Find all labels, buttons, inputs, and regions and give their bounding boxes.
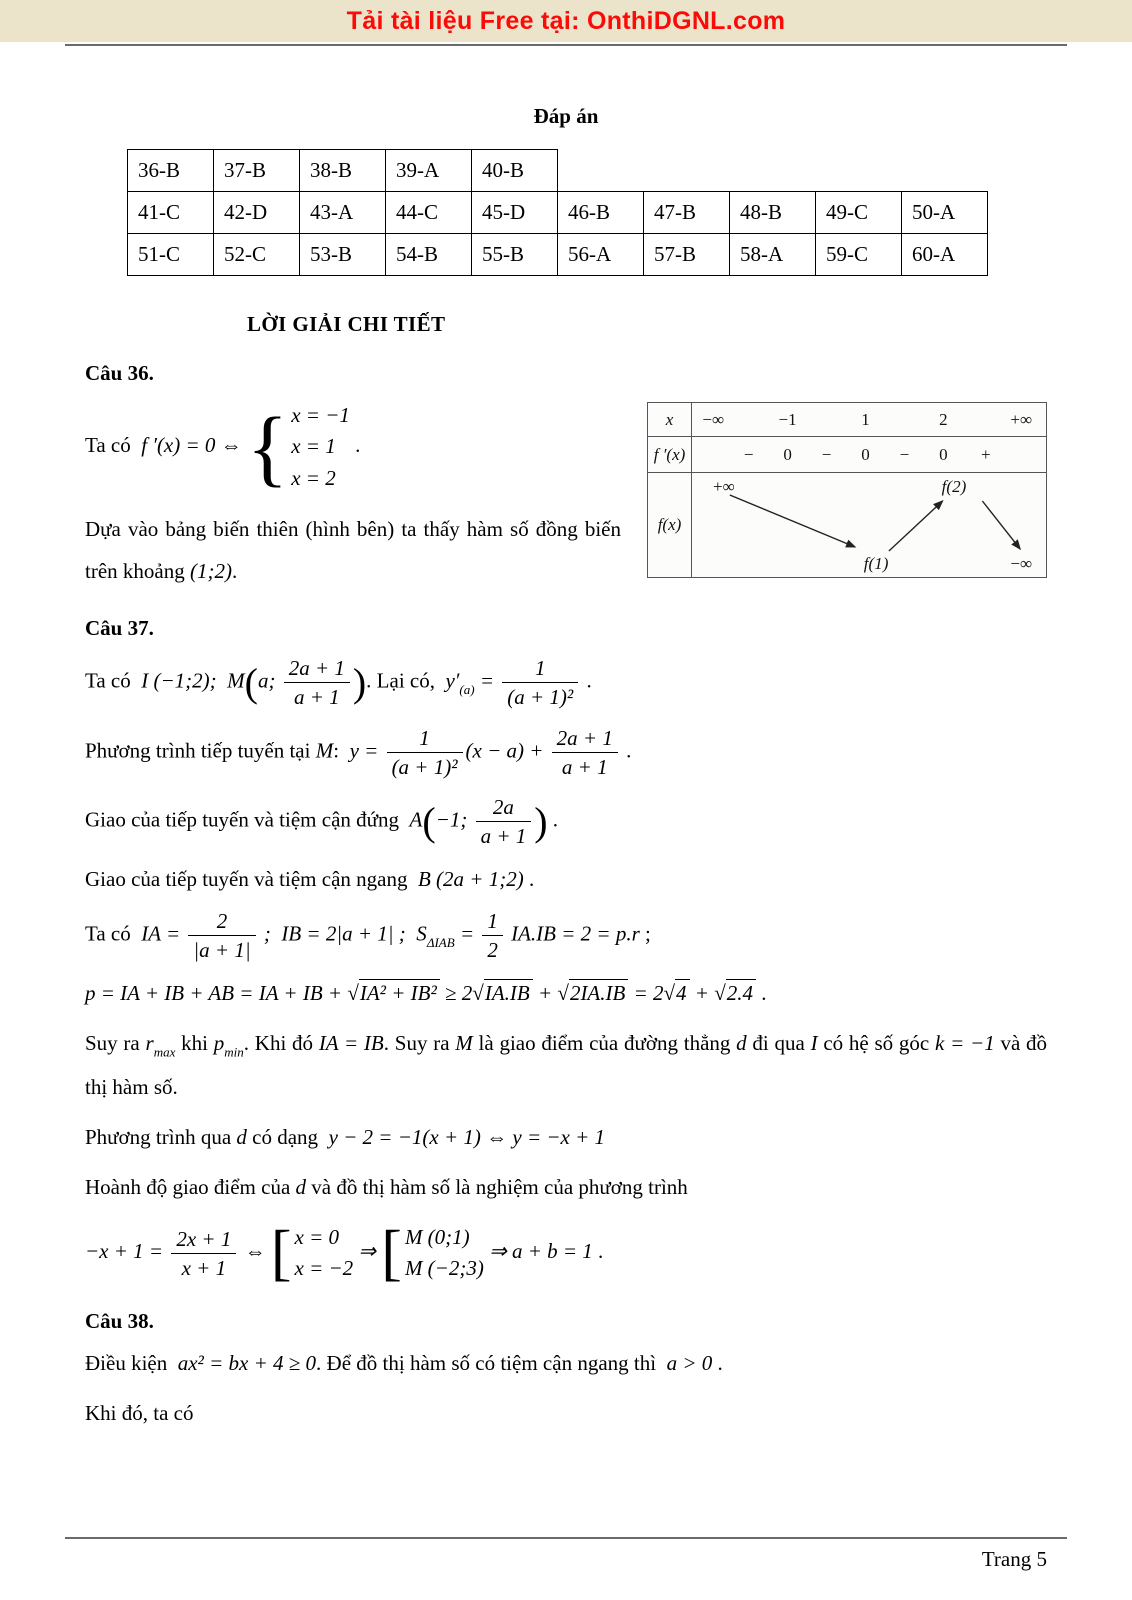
answer-cell: 40-B [472, 150, 558, 192]
math-token: IA.IB [484, 979, 533, 1005]
math-token: x = −2 [294, 1256, 354, 1281]
question-label-38: Câu 38. [85, 1308, 154, 1333]
math-token: M (0;1) [404, 1225, 470, 1250]
site-header [0, 0, 1132, 42]
section-cau-37 [85, 616, 1048, 1288]
bbt-f-values [692, 473, 1046, 577]
math-token: (x − a) + [465, 738, 549, 763]
math-token: . [581, 668, 592, 693]
math-token [168, 1226, 239, 1282]
math-token: . Lại có, [366, 668, 446, 693]
bbt-fprime-label: f ′(x) [648, 437, 692, 472]
answer-cell: 53-B [300, 234, 386, 276]
math-token: . [231, 559, 238, 584]
answers-title: Đáp án [533, 104, 599, 128]
math-token: x = 2 [291, 465, 336, 490]
math-token: ; [639, 921, 651, 946]
math-token: y − 2 = −1(x + 1) ⇔ y = −x + 1 [328, 1124, 606, 1149]
math-token: 2x + 1 [171, 1226, 236, 1254]
answer-cell: 37-B [214, 150, 300, 192]
math-token: a + 1 [480, 824, 527, 849]
math-expression-37-7 [85, 1122, 1047, 1152]
answer-table [127, 149, 988, 276]
math-token: x = −1 [291, 403, 350, 427]
answer-cell: 50-A [902, 192, 988, 234]
math-token: a + 1 [561, 754, 608, 779]
bbt-f-limit-left: +∞ [713, 477, 735, 496]
site-title: Tải tài liệu Free tại: OnthiDGNL.com [346, 6, 786, 35]
math-token: a + 1 [293, 685, 340, 710]
answer-cell: 54-B [386, 234, 472, 276]
math-token: Hoành độ giao điểm của [85, 1175, 296, 1200]
math-token: ⇒ [353, 1239, 382, 1264]
answer-cell: 51-C [128, 234, 214, 276]
math-token: M [315, 738, 334, 763]
math-token: . [620, 738, 632, 763]
math-token: ( [244, 659, 258, 705]
bbt-sign: − [899, 444, 910, 464]
answer-cell: 55-B [472, 234, 558, 276]
bbt-sign: + [981, 444, 991, 464]
math-token: ⇔ [239, 1239, 271, 1264]
math-token: I [810, 1031, 818, 1056]
math-token: . [349, 432, 361, 457]
bbt-f-label: f(x) [648, 473, 692, 577]
math-token: a > 0 [666, 1350, 713, 1375]
answer-cell: 38-B [300, 150, 386, 192]
math-token: [ [381, 1219, 402, 1288]
answer-row [128, 150, 988, 192]
page-footer [65, 1537, 1067, 1572]
header-divider [65, 44, 1067, 46]
variation-table-x-row [648, 403, 1046, 436]
math-token: p [213, 1031, 225, 1056]
math-token: 2a + 1 [552, 725, 618, 753]
math-token: 2.4 [726, 979, 756, 1005]
math-token: −1; [435, 807, 473, 832]
math-token: x = 0 [294, 1225, 339, 1250]
answer-cell: 46-B [558, 192, 644, 234]
section-cau-36 [85, 361, 1047, 592]
variation-table [647, 402, 1047, 578]
math-token: IA.IB = 2 = p.r [505, 921, 640, 946]
answer-cell: 56-A [558, 234, 644, 276]
math-token: và đồ thị hàm số là nghiệm của phương trình [306, 1175, 688, 1200]
math-token: Ta có [85, 668, 142, 693]
math-token: ) [352, 659, 367, 705]
math-token: 1 [482, 908, 503, 936]
math-token [479, 908, 506, 964]
variation-table-f-row [648, 472, 1046, 577]
math-token: + [532, 980, 558, 1005]
bbt-fprime-values [692, 437, 1046, 472]
math-token: . Để đồ thị hàm số có tiệm cận ngang thì [316, 1350, 667, 1375]
math-token: (1;2) [189, 559, 232, 584]
answer-cell: 58-A [730, 234, 816, 276]
math-token: x + 1 [181, 1255, 227, 1280]
math-token: I (−1;2); M [141, 668, 245, 693]
math-token: Phương trình qua [85, 1124, 237, 1149]
answer-cell: 52-C [214, 234, 300, 276]
math-token: = [474, 668, 500, 693]
bbt-sign: − [821, 444, 832, 464]
math-token: . [756, 980, 767, 1005]
math-token [714, 979, 756, 1005]
answer-cell: 41-C [128, 192, 214, 234]
math-token: d [236, 1124, 247, 1149]
variation-table-fprime-row [648, 436, 1046, 472]
paragraph-37-1 [85, 1022, 1047, 1108]
math-token [405, 1222, 484, 1285]
math-token: ) [534, 798, 548, 844]
math-token [473, 794, 535, 850]
math-token: k = −1 [935, 1031, 995, 1056]
math-token: M (−2;3) [404, 1256, 484, 1281]
math-token: √ [714, 980, 726, 1005]
math-token: Ta có [85, 921, 142, 946]
math-token: y′ [445, 668, 460, 693]
cau-36-body [85, 400, 1047, 592]
solutions-heading: LỜI GIẢI CHI TIẾT [247, 312, 446, 336]
math-token [281, 655, 353, 711]
answer-cell: 48-B [730, 192, 816, 234]
answer-cell: 47-B [644, 192, 730, 234]
math-token: ; IB = 2|a + 1| ; S [258, 921, 427, 946]
paragraph-38-1 [85, 1392, 1047, 1434]
answer-row [128, 234, 988, 276]
bbt-x-value: −∞ [702, 409, 725, 429]
math-token: + [689, 980, 715, 1005]
math-token: 1 [387, 725, 463, 753]
math-token: Suy ra [85, 1031, 146, 1056]
math-token: IA² + IB² [359, 979, 440, 1005]
math-token: √ [557, 980, 569, 1005]
math-token [472, 979, 532, 1005]
answer-cell: 43-A [300, 192, 386, 234]
bbt-sign: − [743, 444, 754, 464]
math-token: A [409, 807, 423, 832]
math-token: là giao điểm của đường thẳng [472, 1031, 737, 1056]
math-token: d [295, 1175, 307, 1200]
math-token: √ [472, 980, 484, 1005]
answer-cell: 36-B [128, 150, 214, 192]
math-token: B (2a + 1;2) [417, 866, 524, 891]
math-token: : [333, 738, 350, 763]
math-token: Giao của tiếp tuyến và tiệm cận đứng [85, 807, 410, 832]
math-token: 2a + 1 [284, 655, 350, 683]
math-expression-38-1 [85, 1348, 1047, 1378]
math-token: Điều kiện [85, 1350, 178, 1375]
paragraph-37-2 [85, 1166, 1047, 1208]
math-token [664, 979, 690, 1005]
math-expression-37-8 [85, 1219, 1047, 1288]
math-token: và đồ thị hàm số. [85, 1031, 1048, 1099]
math-token: ⇒ a + b = 1 [483, 1239, 593, 1264]
math-token: √ [663, 980, 676, 1005]
question-label-37: Câu 37. [85, 616, 154, 641]
math-token: x = 1 [291, 434, 336, 459]
math-expression-37-2 [85, 725, 1047, 781]
math-token: −x + 1 = [85, 1239, 169, 1264]
math-token: . [547, 807, 559, 832]
answer-row [128, 192, 988, 234]
math-token: 2IA.IB [569, 979, 628, 1005]
bbt-x-values [692, 403, 1046, 436]
math-token: r [145, 1031, 154, 1056]
math-token: . Khi đó [243, 1031, 319, 1056]
math-token: IA = [141, 921, 186, 946]
page-number: Trang 5 [981, 1547, 1047, 1571]
content [0, 104, 1132, 1434]
answer-cell: 60-A [902, 234, 988, 276]
answer-cell: 45-D [472, 192, 558, 234]
math-token: ax² = bx + 4 ≥ 0 [177, 1350, 317, 1375]
math-token: 4 [675, 979, 690, 1005]
math-token: Ta có [85, 432, 142, 457]
math-token: p = IA + IB + AB = IA + IB + [85, 980, 348, 1005]
bbt-f-limit-right: −∞ [1010, 554, 1033, 573]
math-token: IA = IB [318, 1031, 384, 1056]
math-token: a; [257, 668, 281, 693]
math-token: f ′(x) = 0 ⇔ [141, 432, 247, 457]
math-token: max [153, 1044, 176, 1060]
answer-cell: 44-C [386, 192, 472, 234]
math-token: 2 [487, 938, 498, 963]
bbt-f-min: f(1) [863, 554, 889, 573]
math-expression-37-4 [85, 864, 1047, 894]
math-token: Giao của tiếp tuyến và tiệm cận ngang [85, 866, 418, 891]
bbt-f-max: f(2) [941, 477, 967, 496]
math-token: ( [422, 798, 436, 844]
math-expression-37-3 [85, 794, 1047, 850]
bbt-x-value: 2 [939, 409, 948, 429]
math-token: (a + 1)² [391, 754, 458, 779]
math-token: ≥ 2 [439, 980, 473, 1005]
math-token: ΔIAB [426, 935, 455, 951]
math-token: √ [347, 980, 359, 1005]
math-token [270, 1219, 354, 1288]
math-token: min [224, 1044, 244, 1060]
math-expression-37-6 [85, 978, 1047, 1008]
math-token: { [246, 398, 289, 495]
math-token: . Suy ra [383, 1031, 456, 1056]
math-token [384, 725, 466, 781]
math-token: y = [349, 738, 384, 763]
answer-cell: 59-C [816, 234, 902, 276]
math-token [499, 655, 581, 711]
math-token [549, 725, 621, 781]
math-token: (a + 1)² [507, 685, 574, 710]
math-token: đi qua [746, 1031, 811, 1056]
math-token: 2 [188, 908, 255, 936]
math-token: . [592, 1239, 604, 1264]
answer-cell: 49-C [816, 192, 902, 234]
math-token: d [736, 1031, 747, 1056]
math-token: 2a [476, 794, 532, 822]
math-expression-37-1 [85, 655, 1047, 711]
math-expression-37-5 [85, 908, 1047, 964]
bbt-sign: 0 [783, 444, 792, 464]
math-token: Khi đó, ta có [85, 1401, 194, 1426]
math-token: Phương trình tiếp tuyến tại [85, 738, 316, 763]
bbt-x-value: +∞ [1010, 409, 1033, 429]
bbt-x-label: x [648, 403, 692, 436]
answer-cell: 42-D [214, 192, 300, 234]
math-token: 1 [502, 655, 578, 683]
math-token: |a + 1| [193, 938, 251, 963]
math-token: [ [270, 1219, 292, 1288]
section-cau-38 [85, 1309, 1047, 1434]
answer-cell: 39-A [386, 150, 472, 192]
math-token: . [712, 1350, 723, 1375]
math-token [381, 1219, 484, 1288]
math-token [557, 979, 628, 1005]
math-token: Dựa vào bảng biến thiên (hình bên) ta thấy hàm số đồng biến trên khoảng [85, 517, 621, 584]
math-token: M [455, 1031, 473, 1056]
math-token [185, 908, 258, 964]
question-label-36: Câu 36. [85, 361, 154, 385]
math-token: (a) [459, 682, 475, 698]
math-token: có dạng [246, 1124, 329, 1149]
bbt-sign: 0 [939, 444, 948, 464]
math-token: = [454, 921, 480, 946]
math-token: = 2 [628, 980, 664, 1005]
math-token [347, 979, 439, 1005]
math-token: có hệ số góc [817, 1031, 936, 1056]
bbt-x-value: −1 [778, 409, 797, 429]
math-token: khi [175, 1031, 214, 1056]
math-token [247, 400, 350, 494]
bbt-x-value: 1 [861, 409, 870, 429]
math-token [291, 400, 350, 494]
math-token [295, 1222, 354, 1285]
math-token: . [523, 866, 535, 891]
bbt-sign: 0 [861, 444, 870, 464]
answer-cell: 57-B [644, 234, 730, 276]
